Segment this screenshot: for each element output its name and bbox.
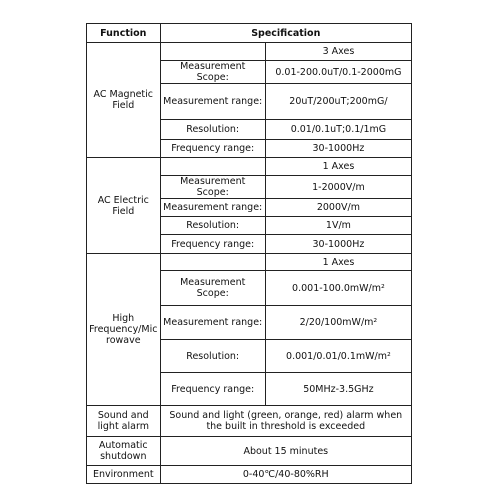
function-ac-magnetic-field: AC Magnetic Field xyxy=(87,43,161,158)
spec-value: 50MHz-3.5GHz xyxy=(265,373,411,406)
spec-label: Measurement range: xyxy=(160,84,265,120)
spec-value: 20uT/200uT;200mG/ xyxy=(265,84,411,120)
spec-value: 2/20/100mW/m² xyxy=(265,306,411,340)
spec-value: 0.001-100.0mW/m² xyxy=(265,271,411,306)
spec-label: Resolution: xyxy=(160,120,265,140)
table-row xyxy=(87,406,412,437)
table-row xyxy=(87,43,412,61)
empty-cell xyxy=(160,158,265,176)
function-sound-light-alarm: Sound and light alarm xyxy=(87,406,161,437)
function-high-frequency-microwave: High Frequency/Mic rowave xyxy=(87,254,161,406)
table-row xyxy=(87,158,412,176)
spec-label: Frequency range: xyxy=(160,235,265,254)
empty-cell xyxy=(160,254,265,271)
spec-label: Measurement range: xyxy=(160,199,265,217)
specification-header: Specification xyxy=(160,24,411,43)
function-automatic-shutdown: Automatic shutdown xyxy=(87,437,161,466)
specification-table xyxy=(86,23,412,484)
empty-cell xyxy=(160,43,265,61)
environment-value: 0-40℃/40-80%RH xyxy=(160,466,411,484)
shutdown-value: About 15 minutes xyxy=(160,437,411,466)
spec-label: Measurement Scope: xyxy=(160,176,265,199)
spec-value: 2000V/m xyxy=(265,199,411,217)
axes-value: 1 Axes xyxy=(265,254,411,271)
function-header: Function xyxy=(87,24,161,43)
spec-label: Measurement Scope: xyxy=(160,61,265,84)
axes-value: 3 Axes xyxy=(265,43,411,61)
spec-label: Frequency range: xyxy=(160,373,265,406)
alarm-value: Sound and light (green, orange, red) alarm when the built in threshold is exceeded xyxy=(160,406,411,437)
spec-value: 0.001/0.01/0.1mW/m² xyxy=(265,340,411,373)
spec-value: 30-1000Hz xyxy=(265,140,411,158)
spec-label: Measurement range: xyxy=(160,306,265,340)
axes-value: 1 Axes xyxy=(265,158,411,176)
spec-value: 1-2000V/m xyxy=(265,176,411,199)
spec-value: 30-1000Hz xyxy=(265,235,411,254)
spec-label: Resolution: xyxy=(160,217,265,235)
spec-label: Measurement Scope: xyxy=(160,271,265,306)
table-row xyxy=(87,437,412,466)
spec-label: Frequency range: xyxy=(160,140,265,158)
function-ac-electric-field: AC Electric Field xyxy=(87,158,161,254)
spec-label: Resolution: xyxy=(160,340,265,373)
spec-value: 1V/m xyxy=(265,217,411,235)
table-row xyxy=(87,466,412,484)
header-row xyxy=(87,24,412,43)
table-row xyxy=(87,254,412,271)
spec-value: 0.01-200.0uT/0.1-2000mG xyxy=(265,61,411,84)
spec-value: 0.01/0.1uT;0.1/1mG xyxy=(265,120,411,140)
function-environment: Environment xyxy=(87,466,161,484)
